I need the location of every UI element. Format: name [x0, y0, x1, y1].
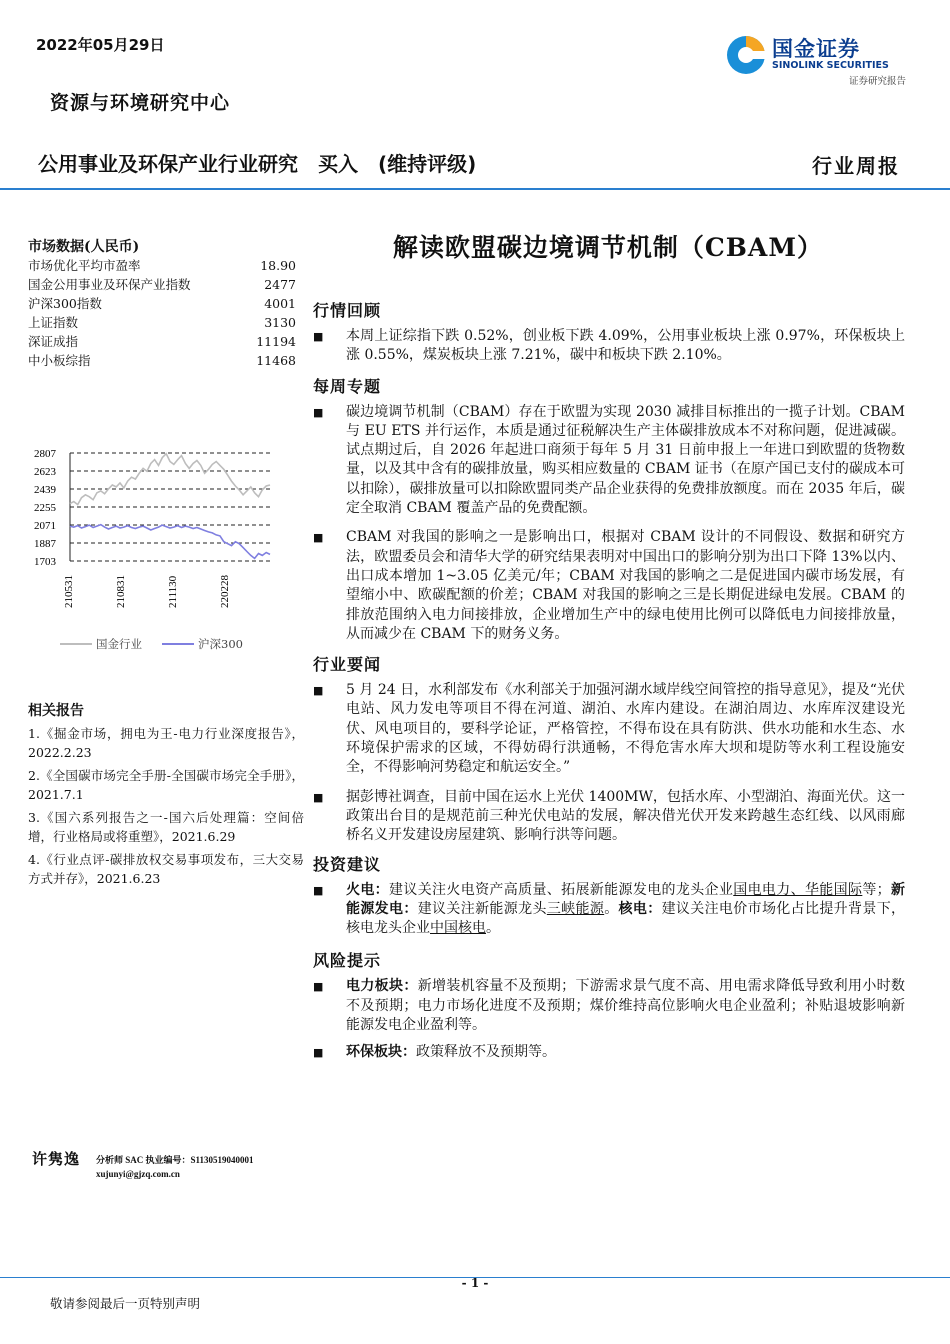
related-report-item[interactable]: 1.《掘金市场，拥电为王-电力行业深度报告》，2022.2.23: [28, 726, 304, 760]
legend-label-industry: 国金行业: [96, 637, 142, 651]
logo-cn: 国金证券: [772, 37, 860, 61]
analyst-info: [32, 1148, 254, 1181]
analyst-name: 许隽逸: [32, 1150, 81, 1168]
logo-sub: 证券研究报告: [848, 76, 906, 87]
bullet-marker: ■: [313, 1046, 324, 1060]
bullet-text: CBAM 对我国的影响之一是影响出口，根据对 CBAM 设计的不同假设、数据和研究方法，欧盟委员会和清华大学的研究结果表明对中国出口的影响分别为出口下降 13%以内、出口成本增加 1~3.05 亿美元/年；CBAM 对我国的影响之二是促进国内碳市场发展，有望缩小中、欧碳配额的价差；CBAM 对我国的影响之三是长期促进绿电发展。CBAM 的排放范围纳入电力间接排放，企业增加生产中的绿电使用比例可以降低电力间接排放量，从而减少在 CBAM 下的财务义务。: [346, 529, 905, 642]
report-date: 2022年05月29日: [36, 36, 165, 54]
analyst-meta: [96, 1153, 254, 1181]
bullet-text: 5 月 24 日，水利部发布《水利部关于加强河湖水域岸线空间管控的指导意见》，提及“光伏电站、风力发电等项目不得在河道、湖泊、水库内建设。在湖泊周边、水库库汊建设光伏、风电项目的，要科学论证，严格管控，不得布设在具有防洪、供水功能和水生态、水环境保护需求的区域，不得妨碍行洪通畅，不得危害水库大坝和堤防等水利工程设施安全，不得影响河势稳定和航运安全。”: [346, 682, 905, 776]
y-tick-label: 2807: [34, 448, 56, 460]
market-row-label: 上证指数: [28, 315, 79, 330]
footer-disclaimer[interactable]: 敬请参阅最后一页特别声明: [50, 1296, 201, 1311]
x-tick-label: 210831: [115, 575, 127, 608]
related-report-item[interactable]: 2.《全国碳市场完全手册-全国碳市场完全手册》，2021.7.1: [28, 768, 304, 802]
main-content: [313, 292, 905, 1063]
analyst-email[interactable]: xujunyi@gjzq.com.cn: [96, 1169, 180, 1179]
legend-item-industry: [60, 636, 142, 652]
section-heading: 行情回顾: [313, 301, 382, 320]
market-row: [28, 332, 296, 351]
section-bullet: [313, 788, 905, 846]
stock-cnnp[interactable]: 中国核电: [430, 920, 486, 937]
risk-body-power: 新增装机容量不及预期；下游需求景气度不高、用电需求降低导致利用小时数不及预期；电力市场化进度不及预期；煤价维持高位影响火电企业盈利；补贴退坡影响新能源发电企业盈利等。: [346, 978, 906, 1034]
bullet-marker: ■: [313, 531, 324, 545]
section-bullet: [313, 403, 905, 519]
invest-text-5: 建议关注电价市场化占比提升背景下，核电龙头企业: [346, 900, 906, 937]
x-tick-label: 211130: [167, 575, 179, 608]
market-data-rows: [28, 256, 296, 370]
risk-label-power: 电力板块：: [346, 978, 418, 995]
invest-text-3: 建议关注新能源龙头: [417, 900, 547, 917]
y-tick-label: 2439: [34, 484, 56, 496]
section-bullet: [313, 528, 905, 644]
invest-text-6: 。: [486, 920, 500, 937]
related-reports-title: 相关报告: [28, 703, 84, 719]
bullet-text: 据彭博社调查，目前中国在运水上光伏 1400MW，包括水库、小型湖泊、海面光伏。这一政策出台目的是规范前三种光伏电站的发展，解决借光伏开发来跨越生态红线、以风雨廊桥名义开发建设房屋建筑、影响行洪等问题。: [346, 788, 905, 844]
research-center: 资源与环境研究中心: [50, 92, 231, 114]
series-line-1: [70, 525, 270, 559]
invest-bullet: [313, 881, 905, 939]
market-row: [28, 313, 296, 332]
market-row-label: 中小板综指: [28, 353, 91, 368]
related-reports-list: [28, 724, 304, 888]
invest-label-thermal: 火电：: [346, 881, 390, 898]
x-tick-label: 210531: [63, 575, 75, 608]
sinolink-logo: [722, 28, 908, 90]
y-tick-label: 2623: [34, 466, 56, 478]
market-row-value: 3130: [264, 315, 296, 330]
series-line-0: [70, 454, 270, 505]
bullet-marker: ■: [313, 330, 324, 343]
market-data: [28, 236, 296, 370]
market-row: [28, 294, 296, 313]
market-row: [28, 351, 296, 370]
risk-bullet-power: [313, 977, 905, 1035]
risk-bullet-env: [313, 1043, 905, 1062]
related-report-item[interactable]: 4.《行业点评-碳排放权交易事项发布，三大交易方式并存》，2021.6.23: [28, 852, 304, 886]
legend-item-hs300: [162, 636, 243, 652]
bullet-marker: ■: [313, 684, 324, 698]
header-divider: [0, 188, 950, 190]
stock-guodian-huaneng[interactable]: 国电电力、华能国际: [733, 881, 863, 898]
invest-text: [346, 881, 905, 939]
report-type: 行业周报: [812, 154, 900, 178]
invest-label-nuclear: 核电：: [618, 900, 662, 917]
section-bullet: [313, 681, 905, 777]
bullet-marker: ■: [313, 405, 324, 419]
main-sections: [313, 298, 905, 846]
market-row-label: 深证成指: [28, 334, 79, 349]
market-row-value: 11468: [256, 353, 296, 368]
section-heading: 每周专题: [313, 376, 382, 396]
invest-text-1: 建议关注火电资产高质量、拓展新能源发电的龙头企业: [389, 881, 734, 898]
bullet-marker: ■: [313, 980, 324, 994]
market-row-label: 沪深300指数: [28, 296, 102, 311]
risk-text-env: [346, 1043, 905, 1062]
market-row: [28, 275, 296, 294]
market-row-label: 市场优化平均市盈率: [28, 258, 141, 273]
bullet-marker: ■: [313, 790, 324, 804]
y-tick-label: 2071: [34, 520, 56, 532]
y-tick-label: 2255: [34, 502, 56, 514]
market-row-value: 2477: [264, 277, 296, 292]
market-row-value: 4001: [264, 296, 296, 311]
risk-label-env: 环保板块：: [346, 1044, 416, 1061]
market-row-value: 18.90: [260, 258, 296, 273]
analyst-sac: 分析师 SAC 执业编号：S1130519040001: [96, 1155, 254, 1165]
chart-legend: [60, 636, 243, 652]
bullet-text: 本周上证综指下跌 0.52%，创业板下跌 4.09%，公用事业板块上涨 0.97%，环保板块上涨 0.55%，煤炭板块上涨 7.21%，碳中和板块下跌 2.10%。: [346, 328, 905, 364]
industry-rating: 公用事业及环保产业行业研究 买入 (维持评级): [38, 152, 477, 176]
related-reports: [28, 700, 304, 888]
related-report-item[interactable]: 3.《国六系列报告之一-国六后处理篇：空间倍增，行业格局或将重塑》，2021.6.29: [28, 810, 304, 844]
legend-label-hs300: 沪深300: [198, 637, 243, 651]
legend-swatch-hs300: [162, 643, 194, 645]
section-heading: 行业要闻: [313, 655, 382, 675]
index-chart-svg: [28, 442, 278, 632]
section-bullet: [313, 327, 905, 366]
index-chart: [28, 442, 278, 662]
page-number: - 1 -: [461, 1276, 489, 1290]
x-tick-label: 220228: [219, 575, 231, 608]
market-row: [28, 256, 296, 275]
risk-text-power: [346, 977, 905, 1035]
market-row-value: 11194: [256, 334, 296, 349]
invest-heading: 投资建议: [313, 854, 382, 874]
sinolink-logo-icon: [722, 30, 772, 80]
market-row-label: 国金公用事业及环保产业指数: [28, 277, 191, 292]
bullet-marker: ■: [313, 883, 324, 897]
risk-body-env: 政策释放不及预期等。: [416, 1044, 556, 1061]
report-title: 解读欧盟碳边境调节机制（CBAM）: [392, 233, 823, 262]
invest-text-4: 。: [604, 900, 619, 917]
bullet-text: 碳边境调节机制（CBAM）存在于欧盟为实现 2030 减排目标推出的一揽子计划。CBAM 与 EU ETS 并行运作，本质是通过征税解决生产主体碳排放成本不对称问题，促进减碳。试点期过后，自 2026 年起进口商须于每年 5 月 31 日前申报上一年进口到欧盟的货物数量，以及其中含有的碳排放量，购买相应数量的 CBAM 证书（在原产国已支付的碳成本可以扣除），碳排放量可以扣除欧盟同类产品企业获得的免费排放额度。而在 2035 年后，碳定全取消 CBAM 覆盖产品的免费配额。: [346, 403, 905, 517]
legend-swatch-industry: [60, 643, 92, 645]
logo-en: SINOLINK SECURITIES: [772, 60, 889, 71]
market-data-title: 市场数据(人民币): [28, 239, 140, 255]
invest-text-2: 等；: [862, 881, 891, 898]
y-tick-label: 1703: [34, 556, 56, 568]
stock-three-gorges[interactable]: 三峡能源: [546, 900, 605, 917]
invest-label-renewable: 新能源发电：: [346, 881, 906, 917]
y-tick-label: 1887: [34, 538, 56, 550]
risk-heading: 风险提示: [313, 951, 382, 971]
